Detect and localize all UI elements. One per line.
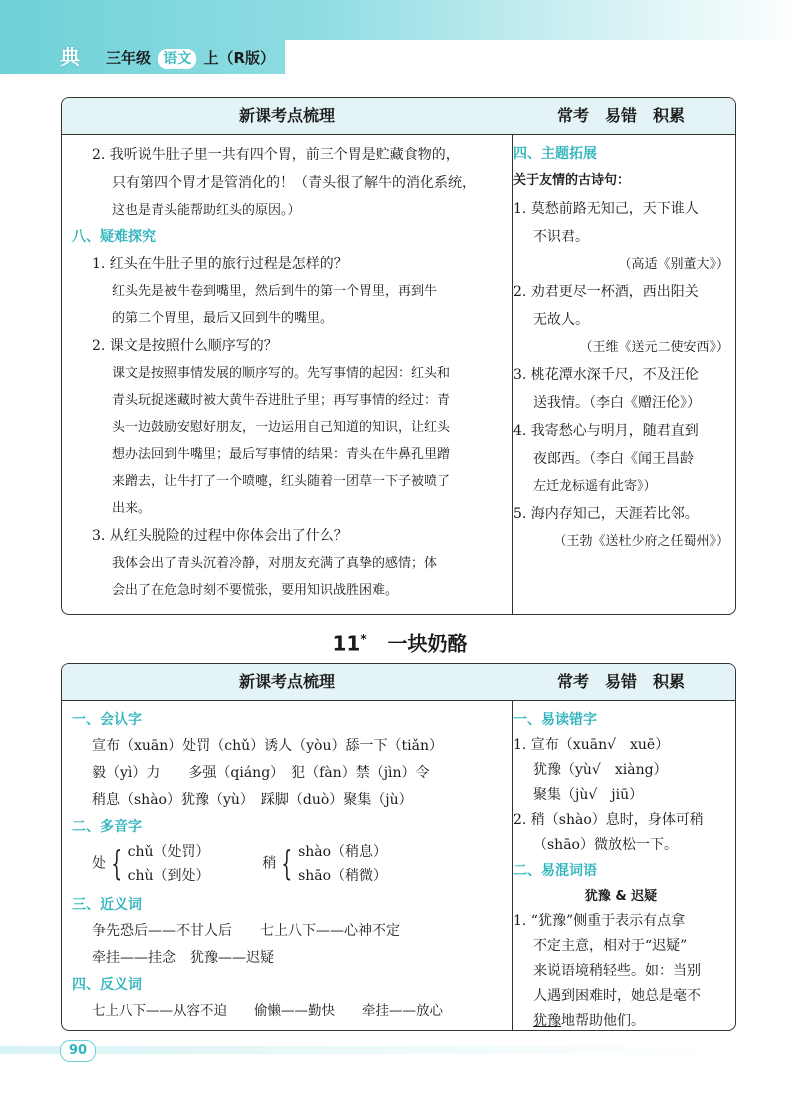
polyphone-row bbox=[72, 840, 502, 892]
text-fragment: 地帮助他们。 bbox=[561, 1013, 645, 1029]
question: 2. 课文是按照什么顺序写的？ bbox=[92, 338, 278, 354]
poem-line: 4. 我寄愁心与明月，随君直到 bbox=[513, 423, 699, 439]
text-line: 聚集（jù√ jiū） bbox=[533, 787, 644, 803]
word-row: 毅（yì）力 多强（qiáng） 犯（fàn）禁（jìn）令 bbox=[92, 765, 430, 781]
subheading: 关于友情的古诗句： bbox=[513, 173, 631, 188]
text-line: 不定主意，相对于“迟疑” bbox=[533, 938, 688, 954]
answer-line: 的第二个胃里，最后又回到牛的嘴里。 bbox=[112, 311, 334, 326]
question: 3. 从红头脱险的过程中你体会出了什么？ bbox=[92, 528, 348, 544]
poem-source: （王维《送元二使安西》） bbox=[579, 340, 729, 355]
column-heading: 常考 易错 积累 bbox=[507, 664, 735, 701]
text-line: 来说语境稍轻些。如：当别 bbox=[533, 963, 701, 979]
right-content bbox=[507, 701, 735, 1031]
section-heading: 四、主题拓展 bbox=[513, 146, 597, 162]
poem-line: 5. 海内存知己，天涯若比邻。 bbox=[513, 506, 699, 522]
reading: shào（稍息） bbox=[298, 844, 388, 860]
poem-line: 送我情。（李白《赠汪伦》） bbox=[533, 395, 701, 411]
answer-line: 课文是按照事情发展的顺序写的。先写事情的起因：红头和 bbox=[112, 366, 451, 381]
answer-line: 头一边鼓励安慰好朋友，一边运用自己知道的知识，让红头 bbox=[112, 420, 451, 435]
text-line: 人遇到困难时，她总是毫不 bbox=[533, 988, 701, 1004]
brace-icon: { bbox=[281, 844, 293, 884]
section-heading: 八、疑难探究 bbox=[72, 229, 156, 245]
column-heading: 新课考点梳理 bbox=[62, 98, 512, 135]
word-pair: 犹豫 & 迟疑 bbox=[584, 889, 658, 904]
section-heading: 三、近义词 bbox=[72, 897, 142, 913]
right-column bbox=[507, 98, 735, 614]
reading-stack bbox=[128, 840, 210, 888]
word-row: 牵挂——挂念 犹豫——迟疑 bbox=[92, 950, 274, 966]
section-heading: 一、易读错字 bbox=[513, 712, 597, 728]
section-heading: 四、反义词 bbox=[72, 977, 142, 993]
section-heading: 一、会认字 bbox=[72, 712, 142, 728]
poem-line: 1. 莫愁前路无知己，天下谁人 bbox=[513, 201, 699, 217]
text-line: 1. “犹豫”侧重于表示有点拿 bbox=[513, 913, 686, 929]
poem-source: （高适《别董大》） bbox=[618, 257, 729, 272]
brand-logo: 典 bbox=[60, 45, 79, 69]
grade-label: 三年级 bbox=[106, 49, 152, 67]
reading-stack bbox=[298, 840, 387, 888]
poem-line: 不识君。 bbox=[533, 229, 589, 245]
text-line: 这也是青头能帮助红头的原因。） bbox=[112, 203, 301, 218]
answer-line: 会出了在危急时刻不要慌张，要用知识战胜困难。 bbox=[112, 583, 399, 598]
brace-icon: { bbox=[111, 844, 123, 884]
word-row: 七上八下——从容不迫 偷懒——勤快 牵挂——放心 bbox=[92, 1003, 443, 1019]
answer-line: 来蹭去，让牛打了一个喷嚏，红头随着一团草一下子被喷了 bbox=[112, 474, 451, 489]
study-box-lesson10 bbox=[61, 97, 736, 615]
answer-line: 出来。 bbox=[112, 501, 152, 516]
word-row: 争先恐后——不甘人后 七上八下——心神不定 bbox=[92, 923, 400, 939]
left-column bbox=[62, 98, 513, 614]
text-line: 2. 稍（shào）息时，身体可稍 bbox=[513, 812, 704, 828]
poem-source: （王勃《送杜少府之任蜀州》） bbox=[553, 534, 729, 549]
header-white-area bbox=[285, 40, 800, 74]
word-row: 宣布（xuān）处罚（chǔ）诱人（yòu）舔一下（tiǎn） bbox=[92, 738, 443, 754]
poem-line: 左迁龙标遥有此寄》） bbox=[533, 479, 657, 494]
text-line: （shāo）微放松一下。 bbox=[533, 837, 678, 853]
poem-line: 夜郎西。（李白《闻王昌龄 bbox=[533, 451, 694, 467]
reading: shāo（稍微） bbox=[298, 868, 388, 884]
question: 1. 红头在牛肚子里的旅行过程是怎样的？ bbox=[92, 256, 348, 272]
poem-line: 无故人。 bbox=[533, 312, 589, 328]
column-heading: 新课考点梳理 bbox=[62, 664, 512, 701]
book-header bbox=[106, 48, 275, 69]
underlined-word: 犹豫 bbox=[533, 1013, 561, 1029]
left-content bbox=[62, 135, 512, 610]
page-number: 90 bbox=[60, 1040, 96, 1062]
text-line: 只有第四个胃才是管消化的！（青头很了解牛的消化系统， bbox=[112, 175, 476, 191]
poem-line: 3. 桃花潭水深千尺，不及汪伦 bbox=[513, 367, 699, 383]
poem-line: 2. 劝君更尽一杯酒，西出阳关 bbox=[513, 284, 699, 300]
reading: chù（到处） bbox=[127, 868, 210, 884]
footer-strip bbox=[0, 1046, 800, 1054]
text-line: 2. 我听说牛肚子里一共有四个胃，前三个胃是贮藏食物的， bbox=[92, 147, 460, 163]
answer-line: 青头玩捉迷藏时被大黄牛吞进肚子里；再写事情的经过：青 bbox=[112, 393, 451, 408]
term-label: 上（R版） bbox=[203, 49, 276, 67]
lesson-title bbox=[0, 624, 800, 659]
column-heading: 常考 易错 积累 bbox=[507, 98, 735, 135]
left-column bbox=[62, 664, 513, 1030]
polyphone-char: 处 bbox=[92, 855, 106, 872]
text-line: 犹豫（yù√ xiàng） bbox=[533, 762, 668, 778]
lesson-number: 11 bbox=[332, 631, 361, 656]
section-heading: 二、易混词语 bbox=[513, 863, 597, 879]
lesson-star: * bbox=[360, 632, 367, 646]
answer-line: 我体会出了青头沉着冷静，对朋友充满了真挚的感情；体 bbox=[112, 556, 438, 571]
subject-pill: 语文 bbox=[158, 49, 196, 69]
polyphone-char: 稍 bbox=[262, 855, 277, 872]
answer-line: 红头先是被牛卷到嘴里，然后到牛的第一个胃里，再到牛 bbox=[112, 284, 438, 299]
section-heading: 二、多音字 bbox=[72, 819, 142, 835]
answer-line: 想办法回到牛嘴里；最后写事情的结果：青头在牛鼻孔里蹭 bbox=[112, 447, 451, 462]
text-line: 1. 宣布（xuān√ xuē） bbox=[513, 737, 670, 753]
right-content bbox=[507, 135, 735, 561]
lesson-name: 一块奶酪 bbox=[387, 631, 468, 656]
left-content bbox=[62, 701, 512, 1031]
text-line bbox=[513, 1009, 729, 1031]
right-column bbox=[507, 664, 735, 1030]
word-row: 稍息（shào）犹豫（yù） 踩脚（duò）聚集（jù） bbox=[92, 792, 413, 808]
study-box-lesson11 bbox=[61, 663, 736, 1031]
reading: chǔ（处罚） bbox=[127, 844, 210, 860]
